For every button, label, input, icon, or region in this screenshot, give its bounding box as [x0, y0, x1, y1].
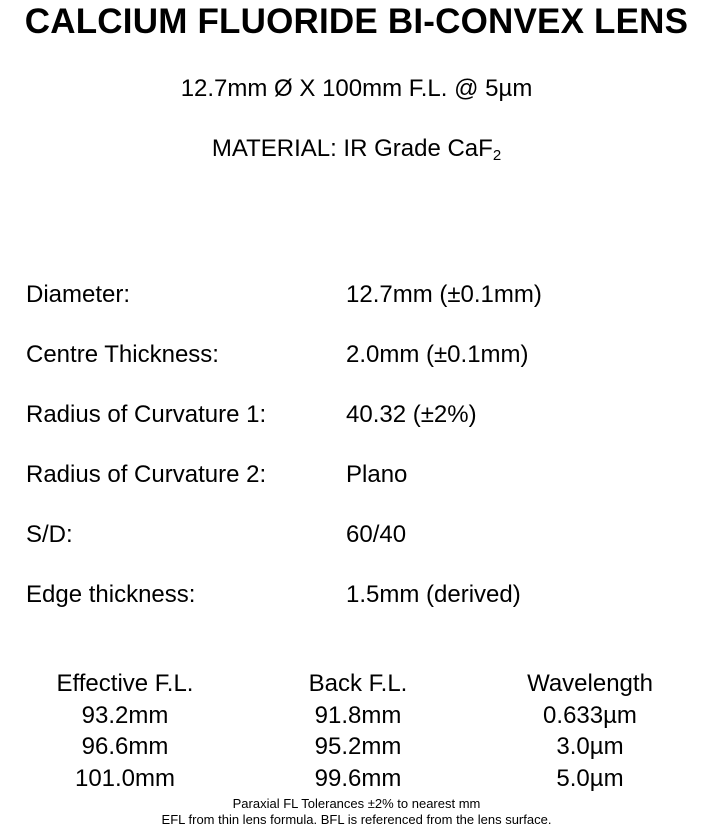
wavelength-column — [470, 668, 710, 794]
table-cell: 3.0µm — [556, 733, 624, 760]
effective-fl-column — [5, 668, 245, 794]
spec-row-radius-of-curvature-1 — [0, 399, 713, 431]
back-fl-column — [238, 668, 478, 794]
table-cell: 96.6mm — [81, 733, 169, 760]
column-header: Effective F.L. — [56, 670, 194, 697]
material-text: MATERIAL: IR Grade CaF — [211, 135, 493, 162]
formula-note: EFL from thin lens formula. BFL is referenced from the lens surface. — [161, 812, 552, 827]
spec-label: Radius of Curvature 2: — [26, 461, 267, 488]
spec-label: S/D: — [26, 521, 73, 548]
table-cell: 5.0µm — [556, 764, 624, 792]
spec-row-diameter — [0, 279, 713, 311]
material-line — [0, 134, 713, 164]
table-cell: 91.8mm — [314, 701, 402, 729]
table-cell: 95.2mm — [314, 733, 402, 760]
spec-value: 12.7mm (±0.1mm) — [346, 281, 542, 308]
lens-specification-summary: 12.7mm Ø X 100mm F.L. @ 5µm — [180, 75, 533, 102]
spec-row-scratch-dig — [0, 519, 713, 551]
spec-value: 1.5mm (derived) — [346, 581, 521, 608]
tolerance-note: Paraxial FL Tolerances ±2% to nearest mm — [232, 796, 481, 811]
spec-label: Diameter: — [26, 281, 131, 308]
spec-row-centre-thickness — [0, 339, 713, 371]
spec-label: Edge thickness: — [26, 581, 196, 608]
spec-value: 60/40 — [346, 521, 407, 548]
spec-label: Centre Thickness: — [26, 341, 219, 368]
spec-row-edge-thickness — [0, 579, 713, 611]
spec-value: 2.0mm (±0.1mm) — [346, 341, 529, 368]
column-header: Wavelength — [527, 670, 653, 697]
spec-label: Radius of Curvature 1: — [26, 401, 267, 428]
table-cell: 99.6mm — [314, 764, 402, 792]
spec-value: Plano — [346, 461, 408, 488]
document-title: CALCIUM FLUORIDE BI-CONVEX LENS — [24, 2, 689, 41]
material-subscript: 2 — [492, 147, 502, 164]
table-cell: 0.633µm — [543, 701, 637, 729]
spec-row-radius-of-curvature-2 — [0, 459, 713, 491]
column-header: Back F.L. — [308, 670, 408, 697]
table-cell: 93.2mm — [81, 701, 169, 729]
table-cell: 101.0mm — [74, 764, 176, 792]
spec-value: 40.32 (±2%) — [346, 401, 477, 428]
